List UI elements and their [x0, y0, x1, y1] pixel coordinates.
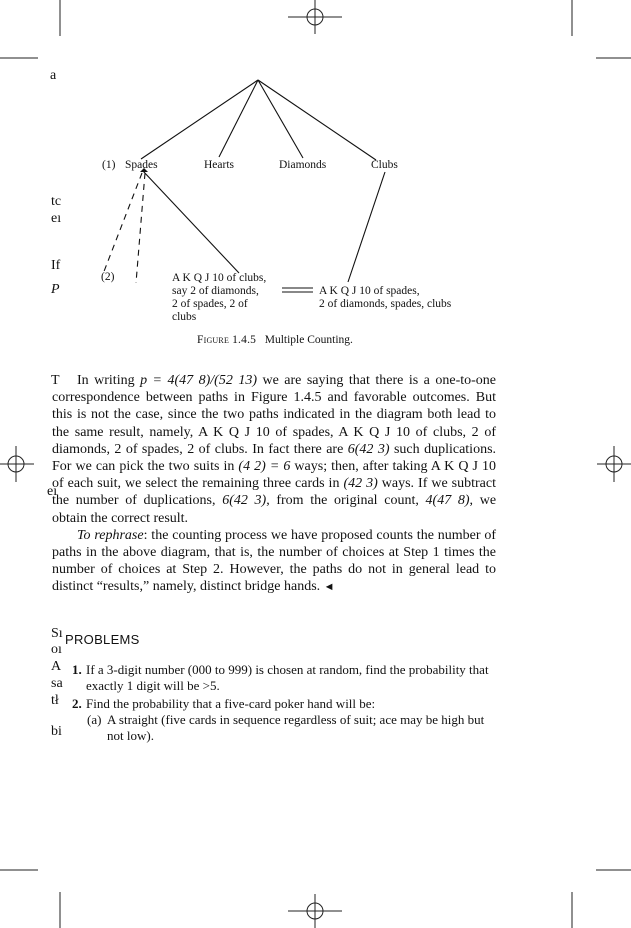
subitem-label: (a) — [87, 712, 102, 727]
bleed-text: bi — [51, 724, 62, 739]
problem-text: Find the probability that a five-card poker hand will be: — [86, 696, 376, 711]
caption-label: Figure 1.4.5 — [197, 334, 257, 346]
bleed-text: eı — [51, 211, 62, 226]
hand-line: A K Q J 10 of clubs, — [172, 272, 267, 284]
bleed-text: a — [50, 68, 57, 83]
bleed-text: Sı — [51, 626, 63, 641]
bleed-text: eı — [47, 484, 58, 499]
problem-text: If a 3-digit number (000 to 999) is chosen at random, find the probability that exactly 1 digit will be >5. — [86, 662, 489, 693]
main-text — [52, 372, 496, 597]
inline-formula: p = 4(47 8)/(52 13) — [140, 373, 257, 388]
text-run: we are saying that there is a one-to-one correspondence between paths in Figure 1.4.5 and favorable outcomes. But this is not the case, since the two paths indicated in the diagram both lead to the same result, namely, A K Q J 10 of spades, A K Q J 10 of clubs, 2 of diamonds, 2 of spades, 2 of clubs. In fact there are — [52, 373, 496, 457]
paragraph-duplication — [52, 372, 496, 527]
bleed-text: tł — [51, 693, 59, 708]
problem-1 — [72, 662, 496, 694]
problem-2 — [72, 696, 496, 712]
text-run: , we obtain the correct result. — [52, 493, 497, 526]
inline-formula: 4(47 8) — [425, 493, 470, 509]
hand-line: clubs — [172, 311, 197, 323]
right-hand-description — [319, 285, 489, 311]
text-run: In writing — [77, 373, 135, 388]
text-run: such duplications. For we can pick the two suits in — [52, 441, 497, 475]
inline-formula: 6(42 3) — [347, 441, 390, 457]
figure-caption — [197, 333, 353, 347]
inline-formula: 6(42 3) — [222, 493, 267, 509]
problem-number: 1. — [72, 662, 82, 677]
problem-number: 2. — [72, 696, 82, 711]
hand-line: A K Q J 10 of spades, — [319, 285, 420, 297]
problems-heading: PROBLEMS — [65, 632, 140, 647]
hand-line: 2 of spades, 2 of — [172, 298, 248, 310]
inline-formula: (4 2) = 6 — [238, 459, 291, 475]
bleed-text: sa — [51, 676, 63, 691]
bleed-text: T — [51, 373, 60, 388]
bleed-text: If — [51, 258, 61, 273]
bleed-text: P — [51, 282, 60, 297]
branch-label-clubs: Clubs — [371, 159, 398, 171]
path-label-2: (2) — [101, 271, 115, 283]
hand-line: 2 of diamonds, spades, clubs — [319, 298, 452, 310]
subitem-text: A straight (five cards in sequence regardless of suit; ace may be high but not low). — [107, 712, 485, 743]
rephrase-lead: To rephrase — [77, 527, 144, 543]
branch-label-1: (1) — [102, 159, 116, 171]
branch-label-hearts: Hearts — [204, 159, 235, 171]
bleed-text: tc — [51, 194, 62, 209]
end-of-example-icon: ◄ — [323, 581, 335, 594]
text-run: : the counting process we have proposed counts the number of paths in the above diagram, that is, the number of choices at Step 1 times the number of choices at Step 2. However, the paths do not in general lead to distinct “results,” namely, distinct bridge hands. — [52, 527, 496, 595]
text-run: ways. If we subtract the number of duplications, — [52, 476, 497, 509]
bleed-text: A — [51, 659, 62, 674]
problem-2a — [87, 712, 496, 744]
branch-label-diamonds: Diamonds — [279, 159, 327, 171]
paragraph-rephrase — [52, 527, 496, 597]
branch-label-spades: Spades — [125, 159, 158, 171]
bleed-text: oı — [51, 642, 62, 657]
text-run: , from the original count, — [266, 493, 419, 509]
inline-formula: (42 3) — [343, 476, 378, 492]
text-run: ways; then, after taking A K Q J 10 of each suit, we select the remaining three cards in — [52, 459, 496, 492]
caption-text: Multiple Counting. — [264, 334, 353, 346]
hand-line: say 2 of diamonds, — [172, 285, 259, 297]
